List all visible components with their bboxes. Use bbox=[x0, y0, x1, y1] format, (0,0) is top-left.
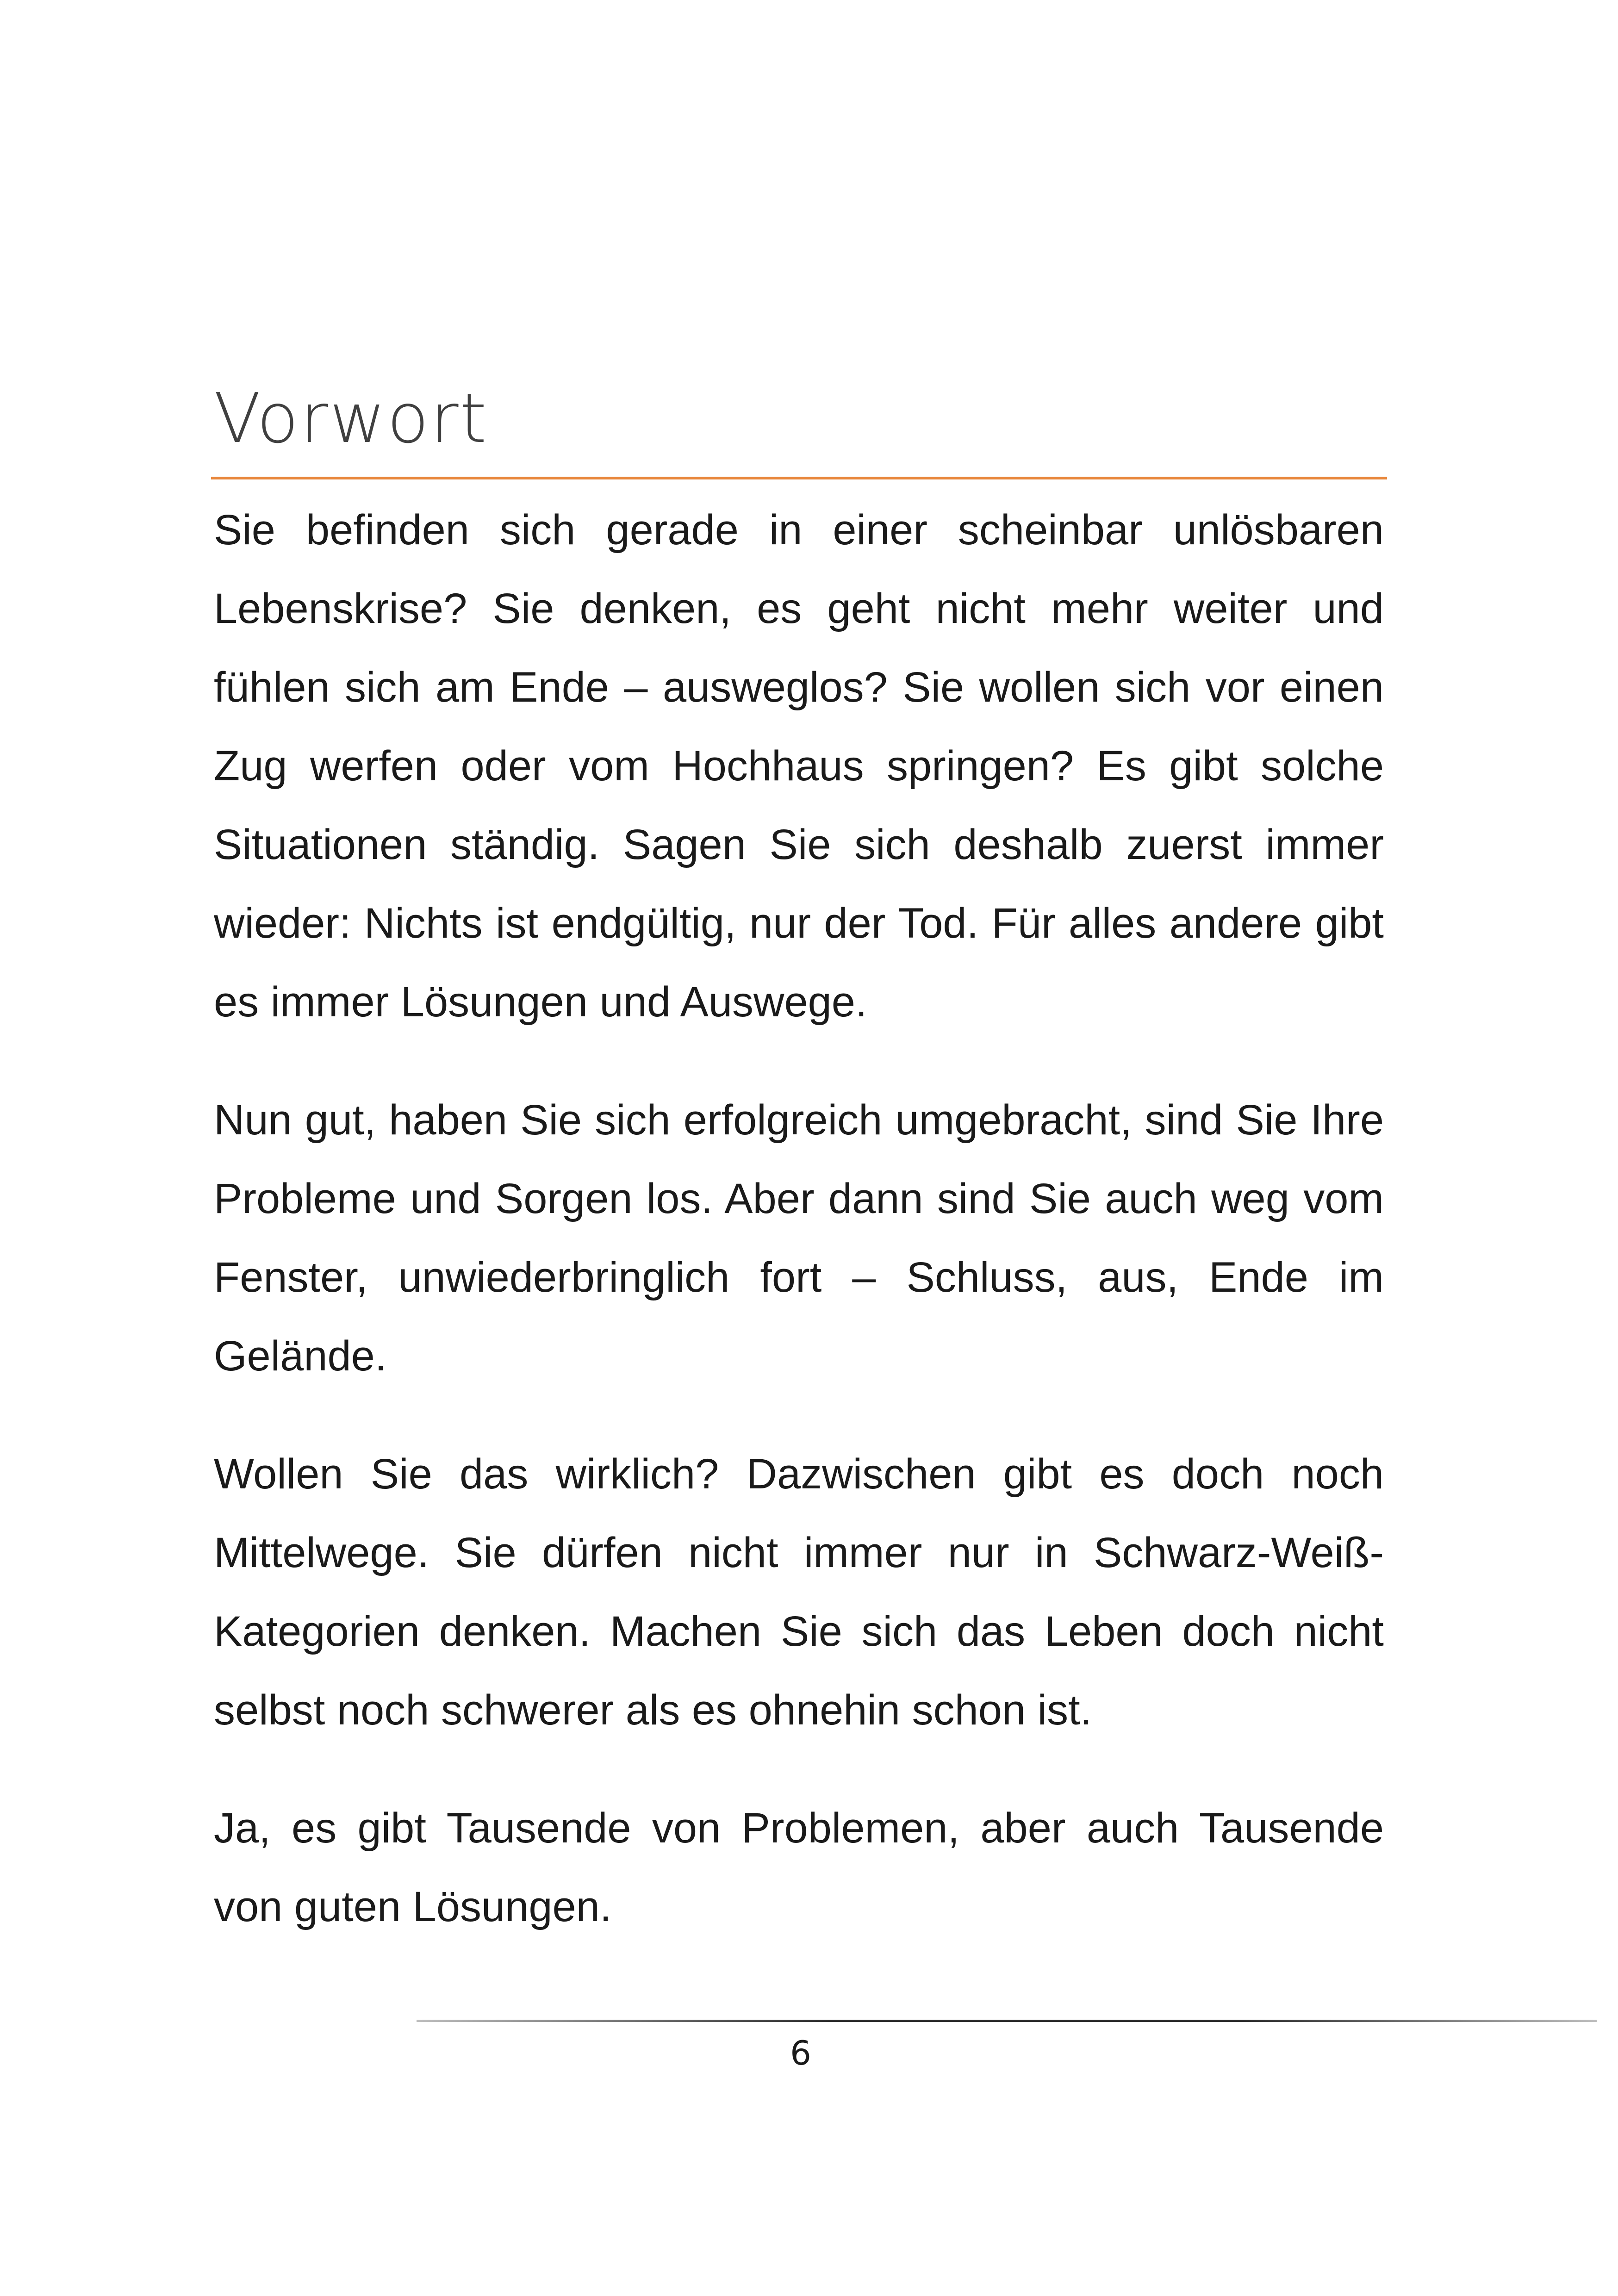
footer-divider bbox=[417, 2020, 1597, 2022]
paragraph: Nun gut, haben Sie sich erfolgreich umgebracht, sind Sie Ihre Probleme und Sorgen los. Aber dann sind Sie auch weg vom Fenster, unwiederbringlich fort – Schluss, aus, Ende im Gelände. bbox=[214, 1096, 1384, 1380]
paragraph: Ja, es gibt Tausende von Problemen, aber auch Tausende von guten Lösungen. bbox=[214, 1804, 1384, 1930]
paragraph: Sie befinden sich gerade in einer scheinbar unlösbaren Lebenskrise? Sie denken, es geht nicht mehr weiter und fühlen sich am Ende – ausweglos? Sie wollen sich vor einen Zug werfen oder vom Hochhaus springen? Es gibt solche Situationen ständig. Sagen Sie sich deshalb zuerst immer wieder: Nichts ist endgültig, nur der Tod. Für alles andere gibt es immer Lösungen und Auswege. bbox=[214, 506, 1384, 1026]
body-text bbox=[214, 491, 1384, 1985]
chapter-heading: Vorwort bbox=[214, 379, 488, 458]
heading-underline bbox=[211, 477, 1387, 479]
paragraph: Wollen Sie das wirklich? Dazwischen gibt es doch noch Mittelwege. Sie dürfen nicht immer nur in Schwarz-Weiß-Kategorien denken. Machen Sie sich das Leben doch nicht selbst noch schwerer als es ohnehin schon ist. bbox=[214, 1450, 1384, 1734]
page-number: 6 bbox=[790, 2034, 811, 2072]
